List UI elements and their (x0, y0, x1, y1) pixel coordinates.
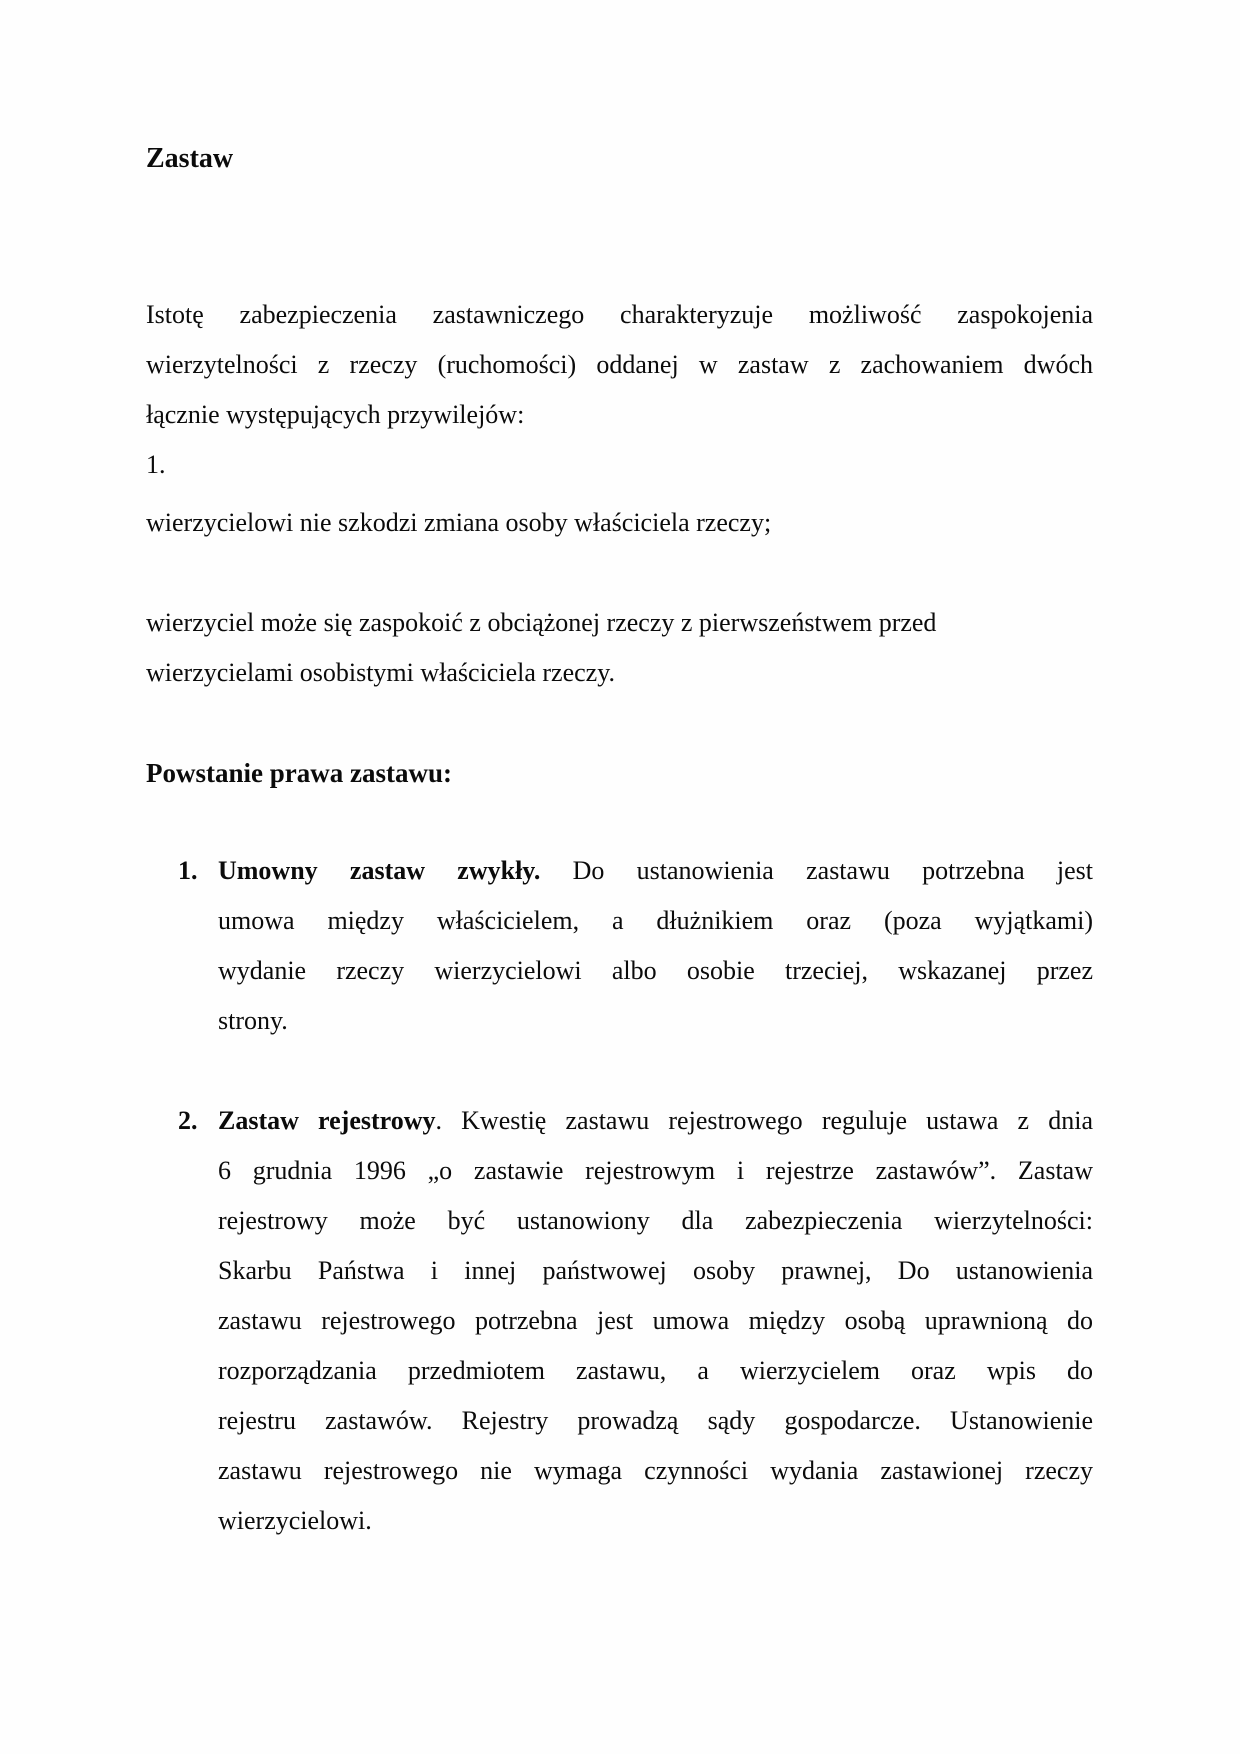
text-line (218, 1296, 1093, 1346)
text-line (218, 946, 1093, 996)
text-segment: zastawu rejestrowego potrzebna jest umowa między osobą uprawnioną do (218, 1306, 1093, 1335)
text-segment: strony. (218, 1006, 288, 1035)
text-segment: wierzycielami osobistymi właściciela rzeczy. (146, 658, 616, 687)
text-segment: rozporządzania przedmiotem zastawu, a wierzycielem oraz wpis do (218, 1356, 1093, 1385)
text-line (146, 648, 1093, 698)
text-line (218, 1196, 1093, 1246)
text-segment: Do ustanowienia zastawu potrzebna jest (540, 856, 1093, 885)
privilege-number: 1. (146, 450, 166, 479)
section-heading: Powstanie prawa zastawu: (146, 758, 452, 788)
text-line (146, 390, 1093, 440)
text-line (218, 996, 1093, 1046)
list-item-2 (178, 1096, 1093, 1546)
text-segment: . Kwestię zastawu rejestrowego reguluje ustawa z dnia (435, 1106, 1093, 1135)
text-line (146, 290, 1093, 340)
text-segment: wierzycielowi. (218, 1506, 372, 1535)
privilege-item-2 (146, 598, 1093, 698)
text-line (146, 598, 1093, 648)
text-segment: wierzyciel może się zaspokoić z obciążonej rzeczy z pierwszeństwem przed (146, 608, 937, 637)
list-item-number: 1. (178, 856, 198, 885)
text-line (218, 1246, 1093, 1296)
text-line (218, 1496, 1093, 1546)
text-line (218, 846, 1093, 896)
text-segment: 6 grudnia 1996 „o zastawie rejestrowym i rejestrze zastawów”. Zastaw (218, 1156, 1093, 1185)
pledge-types-list (146, 846, 1093, 1546)
bold-text-segment: Zastaw rejestrowy (218, 1106, 436, 1135)
privilege-item-1: wierzycielowi nie szkodzi zmiana osoby właściciela rzeczy; (146, 508, 772, 537)
text-segment: rejestrowy może być ustanowiony dla zabezpieczenia wierzytelności: (218, 1206, 1093, 1235)
text-line (218, 1146, 1093, 1196)
text-line (218, 1096, 1093, 1146)
text-segment: zastawu rejestrowego nie wymaga czynności wydania zastawionej rzeczy (218, 1456, 1093, 1485)
text-segment: łącznie występujących przywilejów: (146, 400, 525, 429)
text-line (146, 340, 1093, 390)
page-content (146, 0, 1093, 1546)
bold-text-segment: Umowny zastaw zwykły. (218, 856, 541, 885)
text-segment: Istotę zabezpieczenia zastawniczego charakteryzuje możliwość zaspokojenia (146, 300, 1093, 329)
text-segment: wydanie rzeczy wierzycielowi albo osobie trzeciej, wskazanej przez (218, 956, 1093, 985)
text-line (218, 1346, 1093, 1396)
list-item-1 (178, 846, 1093, 1046)
text-line (218, 1446, 1093, 1496)
text-line (218, 896, 1093, 946)
text-segment: rejestru zastawów. Rejestry prowadzą sądy gospodarcze. Ustanowienie (218, 1406, 1093, 1435)
intro-paragraph (146, 290, 1093, 440)
text-segment: umowa między właścicielem, a dłużnikiem oraz (poza wyjątkami) (218, 906, 1093, 935)
text-segment: Skarbu Państwa i innej państwowej osoby prawnej, Do ustanowienia (218, 1256, 1093, 1285)
list-item-number: 2. (178, 1106, 198, 1135)
text-line (218, 1396, 1093, 1446)
text-segment: wierzytelności z rzeczy (ruchomości) oddanej w zastaw z zachowaniem dwóch (146, 350, 1093, 379)
document-title: Zastaw (146, 143, 234, 174)
